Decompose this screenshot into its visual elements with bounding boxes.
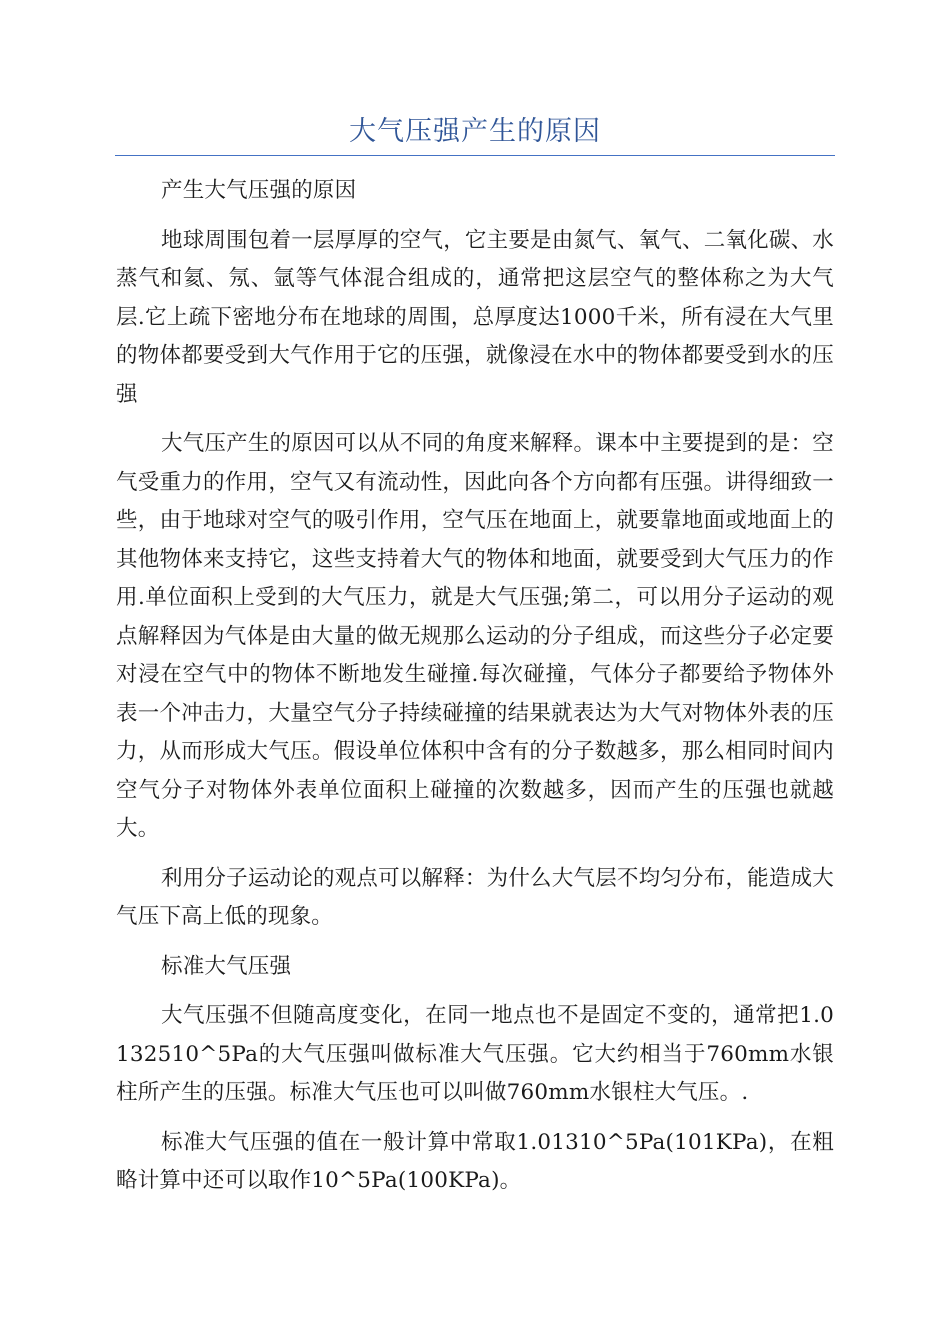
section-heading-standard: 标准大气压强 — [161, 953, 292, 979]
paragraph-molecular-theory: 利用分子运动论的观点可以解释：为什么大气层不均匀分布，能造成大气压下高上低的现象。 — [116, 865, 834, 929]
paragraph-standard-pressure: 大气压强不但随高度变化，在同一地点也不是固定不变的，通常把1.0132510^5Pa的大气压强叫做标准大气压强。它大约相当于760mm水银柱所产生的压强。标准大气压也可以叫做760mm水银柱大气压。. — [116, 1003, 834, 1105]
paragraph-cause-explanation: 大气压产生的原因可以从不同的角度来解释。课本中主要提到的是：空气受重力的作用，空气又有流动性，因此向各个方向都有压强。讲得细致一些，由于地球对空气的吸引作用，空气压在地面上，就要靠地面或地面上的其他物体来支持它，这些支持着大气的物体和地面，就要受到大气压力的作用.单位面积上受到的大气压力，就是大气压强;第二，可以用分子运动的观点解释因为气体是由大量的做无规那么运动的分子组成，而这些分子必定要对浸在空气中的物体不断地发生碰撞.每次碰撞，气体分子都要给予物体外表一个冲击力，大量空气分子持续碰撞的结果就表达为大气对物体外表的压力，从而形成大气压。假设单位体积中含有的分子数越多，那么相同时间内空气分子对物体外表单位面积上碰撞的次数越多，因而产生的压强也就越大。 — [116, 431, 834, 841]
document-title: 大气压强产生的原因 — [349, 116, 601, 147]
document-body — [116, 172, 834, 1212]
title-underline — [115, 155, 835, 156]
paragraph-standard-value: 标准大气压强的值在一般计算中常取1.01310^5Pa(101KPa)，在粗略计算中还可以取作10^5Pa(100KPa)。 — [116, 1129, 834, 1193]
paragraph-atmosphere: 地球周围包着一层厚厚的空气，它主要是由氮气、氧气、二氧化碳、水蒸气和氦、氖、氩等气体混合组成的，通常把这层空气的整体称之为大气层.它上疏下密地分布在地球的周围，总厚度达1000千米，所有浸在大气里的物体都要受到大气作用于它的压强，就像浸在水中的物体都要受到水的压强 — [116, 227, 834, 407]
section-heading-cause: 产生大气压强的原因 — [161, 178, 357, 203]
